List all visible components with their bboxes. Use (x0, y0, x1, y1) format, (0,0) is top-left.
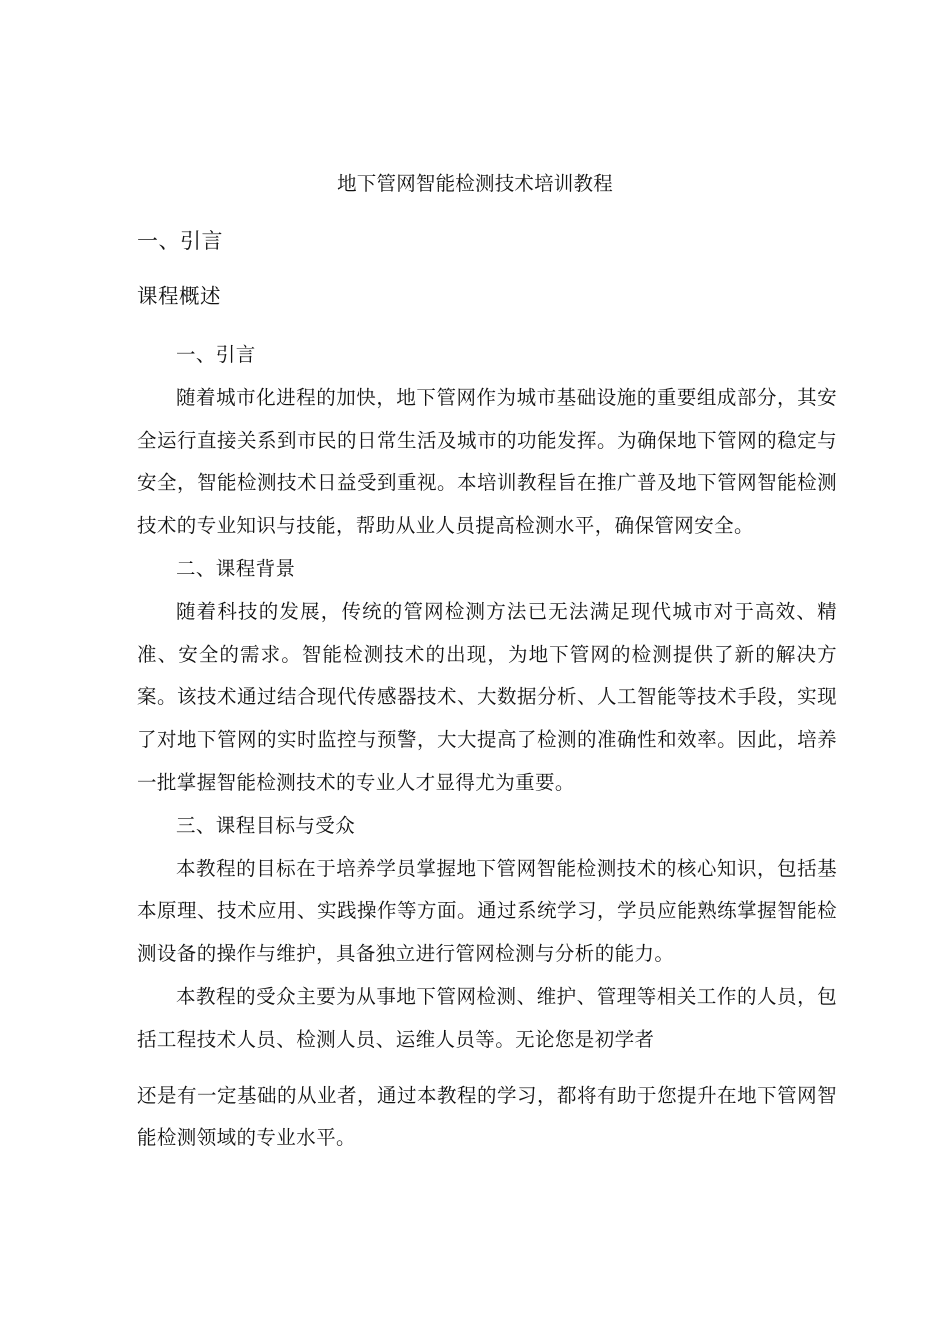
paragraph-audience: 本教程的受众主要为从事地下管网检测、维护、管理等相关工作的人员，包括工程技术人员、检测人员、运维人员等。无论您是初学者 (137, 984, 837, 1051)
subsection-heading: 课程概述 (137, 284, 221, 308)
paragraph-intro: 随着城市化进程的加快，地下管网作为城市基础设施的重要组成部分，其安全运行直接关系到市民的日常生活及城市的功能发挥。为确保地下管网的稳定与安全，智能检测技术日益受到重视。本培训教程旨在推广普及地下管网智能检测技术的专业知识与技能，帮助从业人员提高检测水平，确保管网安全。 (137, 385, 837, 538)
paragraph-heading-background: 二、课程背景 (176, 556, 296, 580)
body-text (137, 334, 837, 1160)
paragraph-background: 随着科技的发展，传统的管网检测方法已无法满足现代城市对于高效、精准、安全的需求。智能检测技术的出现，为地下管网的检测提供了新的解决方案。该技术通过结合现代传感器技术、大数据分析、人工智能等技术手段，实现了对地下管网的实时监控与预警，大大提高了检测的准确性和效率。因此，培养一批掌握智能检测技术的专业人才显得尤为重要。 (137, 599, 837, 794)
paragraph-audience-continued: 还是有一定基础的从业者，通过本教程的学习，都将有助于您提升在地下管网智能检测领域的专业水平。 (137, 1083, 837, 1150)
paragraph-goals: 本教程的目标在于培养学员掌握地下管网智能检测技术的核心知识，包括基本原理、技术应用、实践操作等方面。通过系统学习，学员应能熟练掌握智能检测设备的操作与维护，具备独立进行管网检测与分析的能力。 (137, 856, 837, 966)
paragraph-heading-intro: 一、引言 (176, 343, 256, 366)
section-heading: 一、引言 (137, 229, 223, 253)
paragraph-heading-goals: 三、课程目标与受众 (176, 813, 356, 837)
document-title: 地下管网智能检测技术培训教程 (337, 172, 613, 195)
